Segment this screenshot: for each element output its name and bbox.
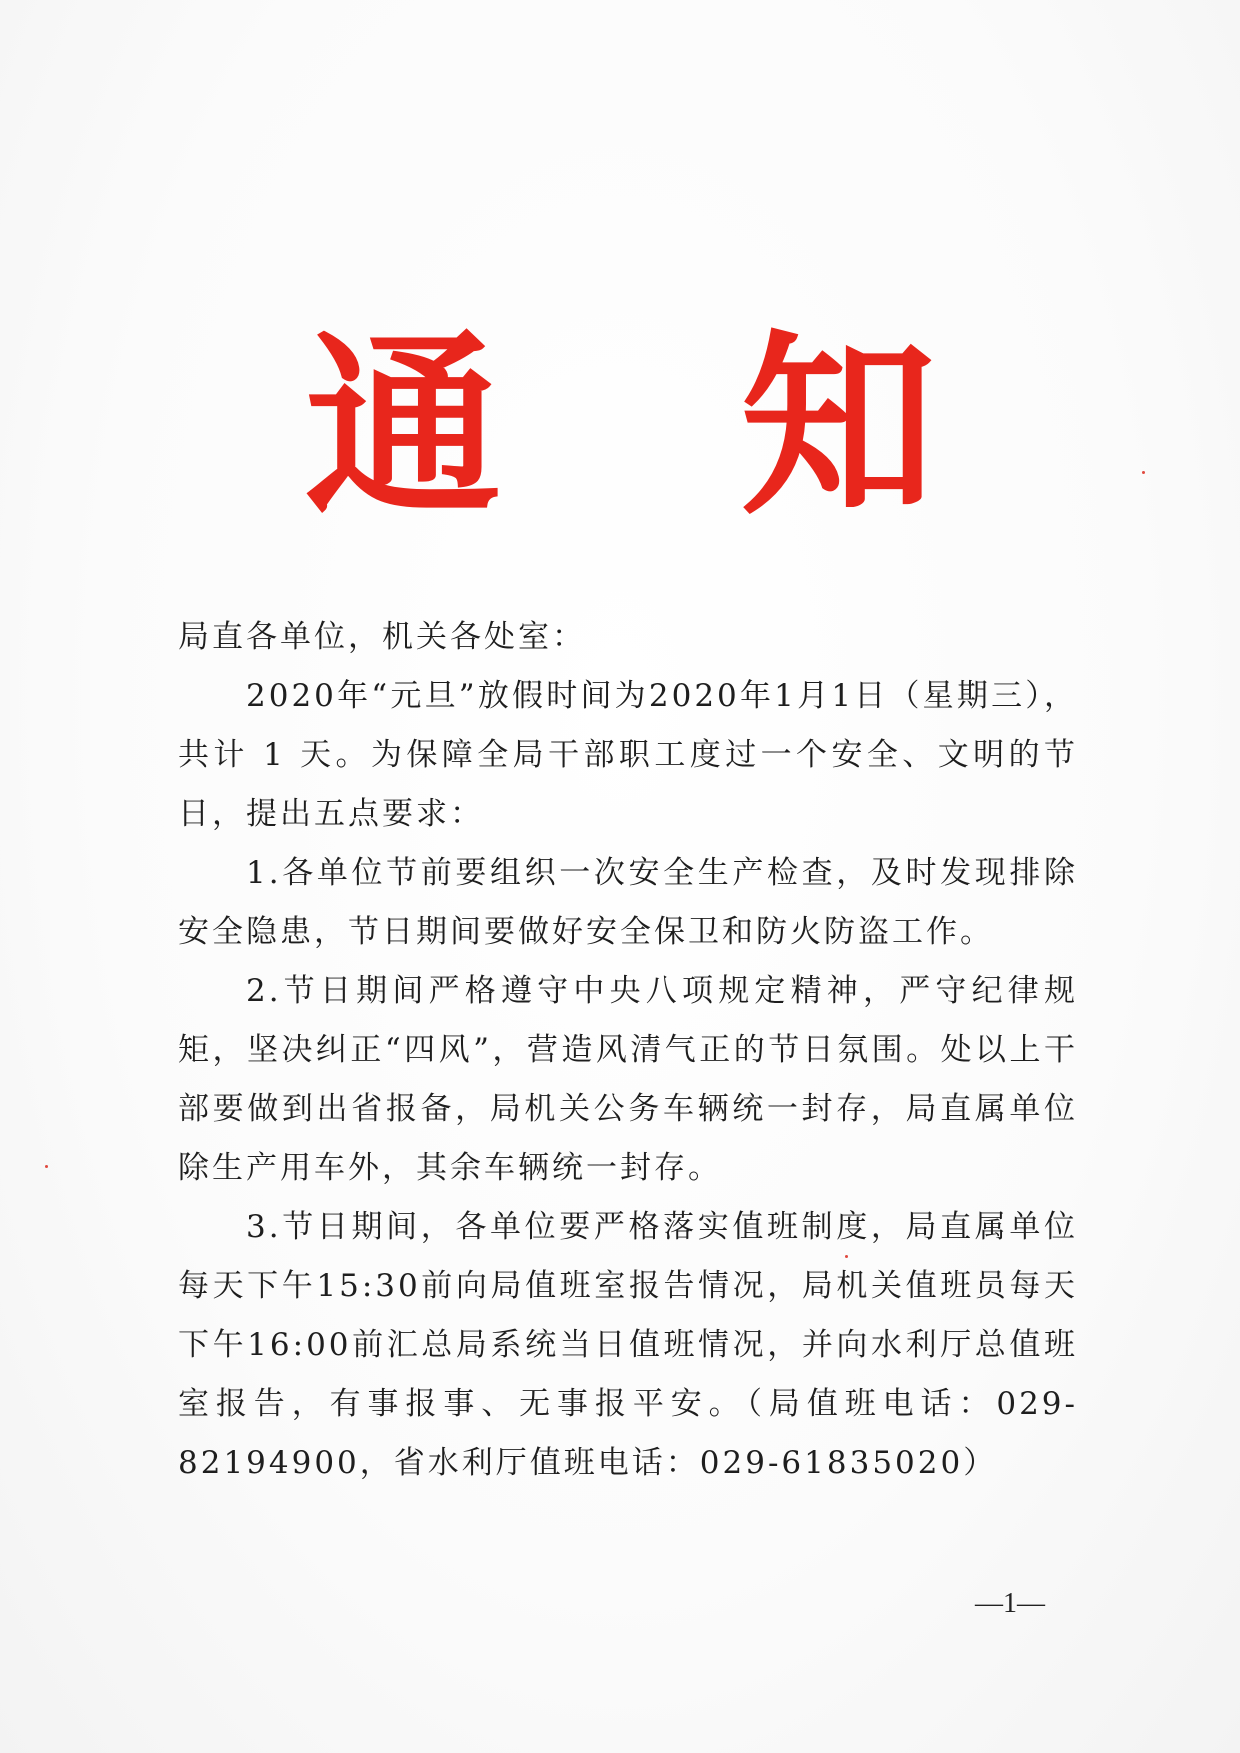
addressee: 局直各单位，机关各处室： [178, 619, 586, 655]
title-char-2: 知 [740, 314, 937, 542]
page-number: —1— [975, 1588, 1045, 1619]
requirement-2: 2.节日期间严格遵守中央八项规定精神，严守纪律规矩，坚决纠正“四风”，营造风清气正的节日氛围。处以上干部要做到出省报备，局机关公务车辆统一封存，局直属单位除生产用车外，其余车辆统一封存。 [178, 973, 1078, 1186]
requirement-3: 3.节日期间，各单位要严格落实值班制度，局直属单位每天下午15:30前向局值班室报告情况，局机关值班员每天下午16:00前汇总局系统当日值班情况，并向水利厅总值班室报告，有事报事、无事报平安。（局值班电话：029-82194900，省水利厅值班电话：029-61835020） [178, 1209, 1078, 1481]
title-char-1: 通 [305, 314, 502, 542]
requirement-1: 1.各单位节前要组织一次安全生产检查，及时发现排除安全隐患，节日期间要做好安全保卫和防火防盗工作。 [178, 855, 1078, 950]
notice-title [0, 314, 1240, 542]
scan-speck [45, 1165, 48, 1168]
notice-body [178, 608, 1078, 1493]
scan-speck [1142, 471, 1145, 474]
intro-paragraph: 2020年“元旦”放假时间为2020年1月1日（星期三），共计 1 天。为保障全局干部职工度过一个安全、文明的节日，提出五点要求： [178, 678, 1078, 832]
scan-speck [845, 1255, 848, 1258]
